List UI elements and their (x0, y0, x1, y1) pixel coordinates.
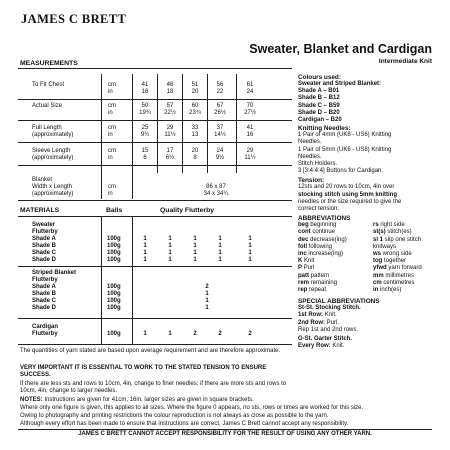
ball-count: 1 (193, 243, 197, 249)
ball-count: 1 (168, 243, 172, 249)
abbreviations-heading: ABBREVIATIONS (298, 215, 351, 223)
right-column (298, 74, 438, 350)
measure-value: 70 (246, 103, 254, 109)
blanket-title: Flutterby (32, 277, 58, 283)
measure-value: 24 (216, 148, 224, 154)
ball-weight: 100g (107, 291, 121, 297)
abbreviation-item: foll following (298, 243, 333, 250)
shade-label: Shade D (32, 305, 57, 311)
needles-heading: Knitting Needles: (298, 125, 351, 133)
measure-value: 67 (216, 103, 224, 109)
ball-count: 1 (168, 257, 172, 263)
ball-weight: 100g (107, 236, 121, 242)
column-divider (207, 74, 208, 173)
abbreviation-item: inc increase(ing) (298, 251, 344, 258)
brand-logo: JAMES C BRETT (21, 12, 127, 26)
measure-value: 23¾ (189, 110, 201, 116)
ball-count: 1 (248, 250, 252, 256)
divider (18, 429, 432, 430)
tension-line: needles or the size required to give the (298, 198, 402, 205)
blanket-size-value: 34 x 34¼ (203, 191, 229, 197)
abbreviation-item: patt pattern (298, 272, 330, 279)
abbreviation-item: rep repeat (298, 287, 327, 294)
measure-value: 57 (166, 103, 174, 109)
column-divider (182, 74, 183, 173)
quality-heading: Quality Flutterby (160, 207, 215, 214)
abbreviation-item: knitways (373, 243, 397, 250)
measure-value: 6½ (165, 155, 175, 161)
measure-value: 41 (246, 125, 254, 131)
measure-value: 25 (141, 125, 149, 131)
ball-count: 2 (218, 331, 222, 337)
ball-count: 1 (193, 257, 197, 263)
divider (18, 68, 292, 69)
divider (18, 266, 292, 267)
measure-value: 14½ (214, 132, 226, 138)
measurements-heading: MEASUREMENTS (20, 60, 78, 67)
measure-value: 50 (141, 103, 149, 109)
ball-weight: 100g (107, 250, 121, 256)
measure-value: 11½ (244, 155, 256, 161)
cardigan-title: Flutterby (32, 331, 58, 337)
abbreviation-item: rem remaining (298, 279, 338, 286)
ball-count: 1 (218, 236, 222, 242)
needles-line: Stitch Holders. (298, 161, 338, 168)
unit-label: cm (108, 184, 116, 190)
measure-value: 9½ (215, 155, 225, 161)
measure-label: (approximately) (32, 132, 74, 138)
ball-count: 1 (248, 257, 252, 263)
measure-value: 9¾ (140, 132, 150, 138)
ball-count: 1 (205, 305, 209, 311)
measure-value: 24 (246, 89, 254, 95)
ball-count: 2 (193, 331, 197, 337)
blanket-title: Striped Blanket (32, 270, 77, 276)
measure-value: 41 (141, 82, 149, 88)
abbreviation-item: st(s) stitch(es) (373, 229, 412, 236)
measure-value: 46 (166, 82, 174, 88)
abbreviations-list (298, 222, 438, 296)
skill-level: Intermediate Knit (378, 58, 432, 65)
ball-count: 1 (168, 236, 172, 242)
abbreviation-item: P Purl (298, 265, 315, 272)
ball-weight: 100g (107, 257, 121, 263)
measure-value: 29 (246, 148, 254, 154)
shade-label: Shade B (32, 291, 57, 297)
divider (18, 120, 292, 121)
ball-count: 2 (205, 284, 209, 290)
measure-value: 17 (166, 148, 174, 154)
ball-weight: 100g (107, 305, 121, 311)
tension-note: If there are less sts and rows to 10cm, 4in, change to finer needles; if there are more sts and rows to 10cm, 4in, change to larger needles. (20, 381, 287, 395)
figure-note: Where only one figure is given, this applies to all sizes. Where the figure 0 appears, no sts, rows or times are worked for this size. (20, 405, 364, 411)
tension-line: stocking stitch using 5mm knitting (298, 191, 398, 198)
shade-label: Shade C (32, 250, 57, 256)
abbreviation-item: mm millimetres (373, 272, 415, 279)
special-abbreviations-heading: SPECIAL ABBREVIATIONS (298, 298, 380, 306)
unit-label: in (108, 110, 113, 116)
owing-note: Owing to photography and printing restrictions the colour reproduction is not always as close as possible to the yarn. (20, 413, 329, 419)
needles-line: Needles. (298, 153, 322, 160)
ball-weight: 100g (107, 284, 121, 290)
ball-count: 1 (205, 291, 209, 297)
measure-value: 61 (246, 82, 254, 88)
abbreviation-item: dec decrease(ing) (298, 236, 347, 243)
ball-count: 1 (205, 298, 209, 304)
ball-count: 1 (193, 250, 197, 256)
tension-line: correct tension. (298, 206, 340, 213)
divider (18, 344, 292, 345)
st-st-label: St-St. Stocking Stitch. (298, 305, 361, 312)
measure-label: Width x Length (32, 184, 73, 190)
measure-value: 13 (191, 132, 199, 138)
measure-value: 18 (166, 89, 174, 95)
measure-value: 60 (191, 103, 199, 109)
measure-value: 6 (143, 155, 147, 161)
measure-value: 15 (141, 148, 149, 154)
ball-count: 1 (168, 331, 172, 337)
ball-count: 2 (248, 331, 252, 337)
divider (18, 318, 292, 319)
tension-heading: Tension: (298, 177, 325, 185)
rep-rows: Rep 1st and 2nd rows. (298, 326, 359, 333)
unit-label: in (108, 191, 113, 197)
divider (18, 99, 292, 100)
shade-label: Shade A (32, 284, 56, 290)
ball-count: 1 (143, 236, 147, 242)
column-divider (132, 74, 133, 199)
measure-value: 29 (166, 125, 174, 131)
unit-label: in (108, 89, 113, 95)
abbreviation-item: tog together (373, 258, 407, 265)
needles-line: 3 [3:4:4:4] Buttons for Cardigan. (298, 168, 384, 175)
divider (18, 142, 292, 143)
footer-disclaimer: JAMES C BRETT CANNOT ACCEPT RESPONSIBILITY FOR THE RESULT OF USING ANY OTHER YARN. (78, 431, 372, 437)
divider (18, 165, 292, 166)
measure-value: 20 (191, 89, 199, 95)
ball-weight: 100g (107, 243, 121, 249)
measure-value: 16 (246, 132, 254, 138)
shade-label: Shade D (32, 257, 57, 263)
measure-value: 11½ (164, 132, 176, 138)
measure-value: 51 (191, 82, 199, 88)
abbreviation-item: ws wrong side (373, 251, 412, 258)
shade-label: Shade B (32, 243, 57, 249)
abbreviation-item: rs right side (373, 222, 405, 229)
abbreviation-item: in inch(es) (373, 287, 402, 294)
measure-value: 22 (216, 89, 224, 95)
measure-label: Sleeve Length (32, 148, 71, 154)
unit-label: cm (108, 103, 116, 109)
sweater-title: Flutterby (32, 229, 58, 235)
abbreviation-item: K Knit (298, 258, 315, 265)
shade-label: Shade A (32, 236, 56, 242)
abbreviation-item: cont continue (298, 229, 336, 236)
abbreviation-item: yfwd yarn forward (373, 265, 422, 272)
garter-label: G-St. Garter Stitch. (298, 336, 353, 343)
row1: 1st Row: Knit. (298, 312, 337, 319)
important-note: VERY IMPORTANT IT IS ESSENTIAL TO WORK TO THE STATED TENSION TO ENSURE SUCCESS. (20, 365, 267, 379)
ball-count: 1 (143, 243, 147, 249)
measure-value: 22½ (164, 110, 176, 116)
ball-count: 1 (218, 257, 222, 263)
ball-count: 1 (218, 243, 222, 249)
colour-shade-a: Shade A – B01 (298, 88, 340, 95)
blanket-size-value: 86 x 87 (206, 184, 226, 190)
column-divider (157, 74, 158, 173)
abbreviation-item: sl 1 slip one stitch (373, 236, 422, 243)
column-divider (236, 74, 237, 173)
unit-label: in (108, 155, 113, 161)
sweater-title: Sweater (32, 222, 56, 228)
needles-line: 1 Pair of 4mm (UK8 - US6) Knitting (298, 132, 392, 139)
ball-weight: 100g (107, 298, 121, 304)
needles-line: 1 Pair of 5mm (UK6 - US8) Knitting (298, 146, 392, 153)
colours-heading: Colours used: (298, 74, 341, 81)
balls-heading: Balls (106, 207, 123, 214)
every-row: Every Row: Knit. (298, 343, 345, 350)
colour-shade-c: Shade C – B59 (298, 102, 340, 109)
ball-weight: 100g (107, 331, 121, 337)
ball-count: 1 (218, 250, 222, 256)
measure-label: Full Length (32, 125, 62, 131)
unit-label: in (108, 132, 113, 138)
measure-label: (approximately) (32, 155, 74, 161)
measure-value: 19¾ (139, 110, 151, 116)
ball-count: 1 (143, 257, 147, 263)
measure-value: 27½ (244, 110, 256, 116)
ball-count: 1 (168, 250, 172, 256)
row2: 2nd Row: Purl. (298, 319, 340, 326)
divider (18, 200, 292, 201)
ball-count: 1 (248, 236, 252, 242)
column-divider (132, 216, 133, 344)
shade-label: Shade C (32, 298, 57, 304)
measure-value: 37 (216, 125, 224, 131)
unit-label: cm (108, 148, 116, 154)
measure-value: 8 (193, 155, 197, 161)
measure-label: Blanket (32, 177, 53, 183)
materials-heading: MATERIALS (20, 207, 60, 214)
ball-count: 1 (193, 236, 197, 242)
colour-shade-d: Shade D – B20 (298, 109, 340, 116)
measure-value: 16 (141, 89, 149, 95)
measure-value: 56 (216, 82, 224, 88)
tension-line: 12sts and 20 rows to 10cm, 4in over (298, 184, 395, 191)
ball-count: 1 (143, 250, 147, 256)
measure-label: To Fit Chest (32, 82, 65, 88)
although-note: Although every effort has been made to ensure that instructions are correct, James C Brett cannot accept any responsibility. (20, 421, 349, 427)
colour-cardigan: Cardigan – B20 (298, 117, 342, 124)
unit-label: cm (108, 125, 116, 131)
page-title: Sweater, Blanket and Cardigan (249, 42, 432, 56)
colours-subheading: Sweater and Striped Blanket: (298, 81, 382, 87)
abbreviation-item: beg beginning (298, 222, 337, 229)
measure-value: 33 (191, 125, 199, 131)
notes-label: NOTES: (20, 397, 43, 403)
ball-count: 1 (248, 243, 252, 249)
cardigan-title: Cardigan (32, 324, 59, 330)
notes-line (20, 397, 420, 404)
notes-text: Instructions are given for 41cm, 16in, larger sizes are given in square brackets. (44, 397, 254, 403)
abbreviation-item: cm centimetres (373, 279, 415, 286)
measure-value: 20 (191, 148, 199, 154)
measure-label: (approximately) (32, 191, 74, 197)
needles-line: Needles. (298, 139, 322, 146)
divider (18, 216, 292, 217)
unit-label: cm (108, 82, 116, 88)
measure-label: Actual Size (32, 103, 63, 109)
quantities-note: The quantities of yarn stated are based upon average requirement and are therefore approximate. (20, 348, 281, 354)
ball-count: 1 (143, 331, 147, 337)
measure-value: 26½ (214, 110, 226, 116)
colour-shade-b: Shade B – B12 (298, 95, 340, 102)
